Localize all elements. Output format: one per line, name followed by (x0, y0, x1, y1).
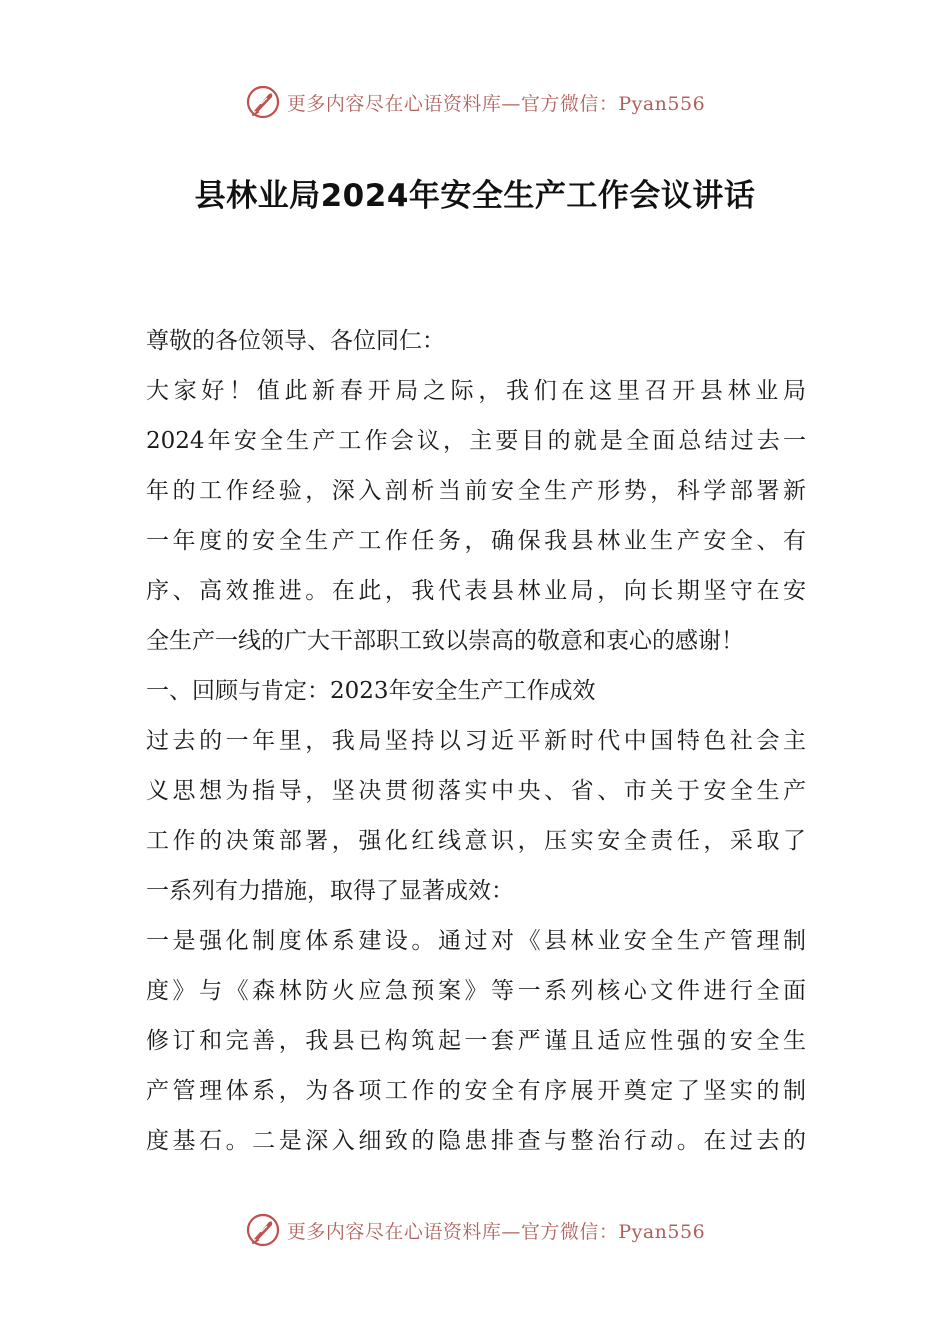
paragraph-line: 一年度的安全生产工作任务，确保我县林业生产安全、有 (146, 528, 806, 554)
header-banner (0, 82, 950, 122)
paragraph-line: 过去的一年里，我局坚持以习近平新时代中国特色社会主 (146, 728, 806, 754)
paragraph-line: 全生产一线的广大干部职工致以崇高的敬意和衷心的感谢！ (146, 628, 744, 654)
section-heading: 一、回顾与肯定：2023年安全生产工作成效 (146, 678, 596, 704)
paragraph-line: 义思想为指导，坚决贯彻落实中央、省、市关于安全生产 (146, 778, 806, 804)
document-title: 县林业局2024年安全生产工作会议讲话 (194, 178, 756, 214)
paragraph-line: 2024年安全生产工作会议，主要目的就是全面总结过去一 (146, 428, 806, 454)
header-banner-text: 更多内容尽在心语资料库—官方微信：Pyan556 (286, 92, 706, 115)
paragraph-line: 产管理体系，为各项工作的安全有序展开奠定了坚实的制 (146, 1078, 806, 1104)
paragraph-line: 度》与《森林防火应急预案》等一系列核心文件进行全面 (146, 978, 806, 1004)
document-body (146, 316, 806, 1166)
paragraph-line: 度基石。二是深入细致的隐患排查与整治行动。在过去的 (146, 1128, 806, 1154)
footer-banner (0, 1210, 950, 1250)
paragraph-line: 一是强化制度体系建设。通过对《县林业安全生产管理制 (146, 928, 806, 954)
paragraph-line: 工作的决策部署，强化红线意识，压实安全责任，采取了 (146, 828, 806, 854)
paragraph-line: 修订和完善，我县已构筑起一套严谨且适应性强的安全生 (146, 1028, 806, 1054)
paragraph-line: 序、高效推进。在此，我代表县林业局，向长期坚守在安 (146, 578, 806, 604)
salutation-line: 尊敬的各位领导、各位同仁： (146, 328, 445, 354)
paragraph-line: 年的工作经验，深入剖析当前安全生产形势，科学部署新 (146, 478, 806, 504)
footer-banner-text: 更多内容尽在心语资料库—官方微信：Pyan556 (286, 1220, 706, 1243)
quill-pen-logo-icon (245, 84, 281, 120)
paragraph-line: 大家好！值此新春开局之际，我们在这里召开县林业局 (146, 378, 806, 404)
quill-pen-logo-icon (245, 1212, 281, 1248)
paragraph-line: 一系列有力措施，取得了显著成效： (146, 878, 514, 904)
